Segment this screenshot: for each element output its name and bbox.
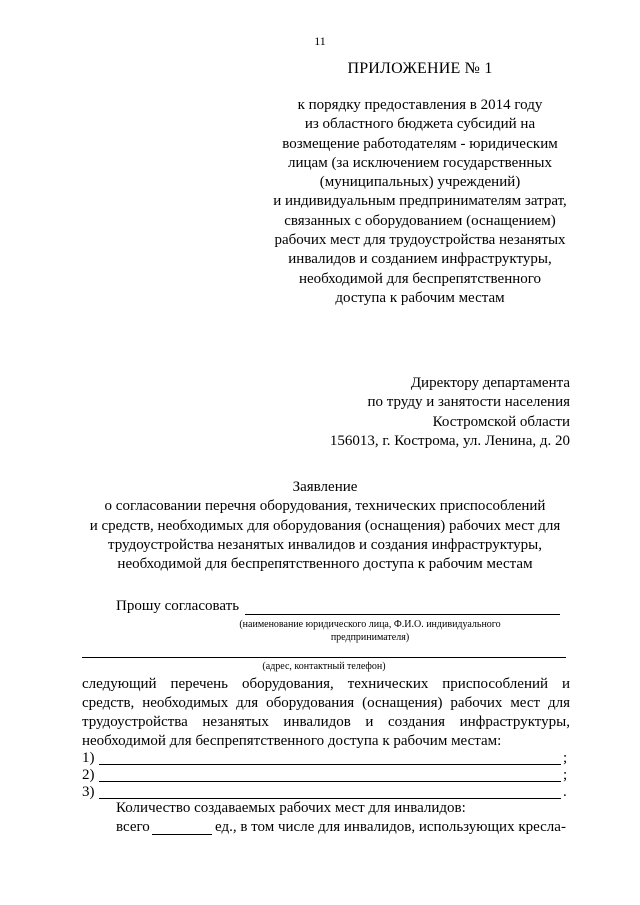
procedure-line: инвалидов и созданием инфраструктуры,: [288, 251, 552, 268]
procedure-line: доступа к рабочим местам: [335, 289, 505, 306]
procedure-line: лицам (за исключением государственных: [288, 154, 552, 171]
request-label: Прошу согласовать: [116, 598, 240, 614]
statement-subject-line: и средств, необходимых для оборудования (оснащения) рабочих мест для: [89, 517, 561, 534]
name-hint-line2: предпринимателя): [330, 632, 410, 643]
address-phone-field[interactable]: [82, 657, 566, 658]
appendix-title: ПРИЛОЖЕНИЕ № 1: [347, 60, 493, 77]
procedure-line: необходимой для беспрепятственного: [298, 270, 542, 287]
addressee-line: Костромской области: [432, 413, 570, 430]
list-item-end: .: [563, 784, 567, 800]
list-item-end: ;: [563, 767, 568, 783]
procedure-line: связанных с оборудованием (оснащением): [284, 212, 556, 229]
statement-subject-line: необходимой для беспрепятственного доступа к рабочим местам: [117, 556, 533, 573]
list-item-end: ;: [563, 750, 568, 766]
list-item-field-1[interactable]: [99, 764, 561, 765]
jobs-count-label: Количество создаваемых рабочих мест для инвалидов:: [116, 800, 466, 816]
addressee-line: 156013, г. Кострома, ул. Ленина, д. 20: [329, 432, 570, 449]
appendix-procedure-block: [255, 96, 585, 308]
procedure-line: рабочих мест для трудоустройства незанятых: [274, 232, 566, 249]
addressee-line: по труду и занятости населения: [367, 394, 570, 411]
list-item-number: 3): [82, 784, 95, 800]
list-item-number: 2): [82, 767, 95, 783]
addressee-block: [330, 374, 570, 451]
procedure-line: (муниципальных) учреждений): [319, 174, 521, 191]
total-tail: ед., в том числе для инвалидов, использующих кресла-: [215, 819, 566, 835]
total-label: всего: [116, 819, 150, 835]
list-item-field-2[interactable]: [99, 781, 561, 782]
procedure-line: возмещение работодателям - юридическим: [282, 135, 558, 152]
list-intro-line: трудоустройства незанятых инвалидов и создания инфраструктуры,: [82, 714, 570, 730]
addressee-line: Директору департамента: [410, 375, 570, 391]
address-hint: (адрес, контактный телефон): [262, 661, 386, 672]
organization-name-field[interactable]: [245, 614, 560, 615]
statement-title: Заявление: [292, 479, 358, 495]
list-item-number: 1): [82, 750, 95, 766]
list-intro-line: следующий перечень оборудования, технических приспособлений и: [82, 676, 570, 692]
name-hint-line1: (наименование юридического лица, Ф.И.О. индивидуального: [239, 619, 501, 630]
statement-block: [60, 478, 590, 574]
page-number: 11: [314, 34, 326, 48]
list-intro-line: необходимой для беспрепятственного доступа к рабочим местам:: [82, 733, 502, 749]
statement-subject-line: о согласовании перечня оборудования, технических приспособлений: [104, 498, 546, 515]
list-item-field-3[interactable]: [99, 798, 561, 799]
procedure-line: и индивидуальным предпринимателям затрат,: [273, 193, 567, 210]
procedure-line: из областного бюджета субсидий на: [304, 116, 536, 133]
procedure-line: к порядку предоставления в 2014 году: [297, 97, 543, 113]
total-count-field[interactable]: [152, 834, 212, 835]
statement-subject-line: трудоустройства незанятых инвалидов и создания инфраструктуры,: [107, 536, 543, 553]
list-intro-line: средств, необходимых для оборудования (оснащения) рабочих мест для: [82, 695, 570, 711]
